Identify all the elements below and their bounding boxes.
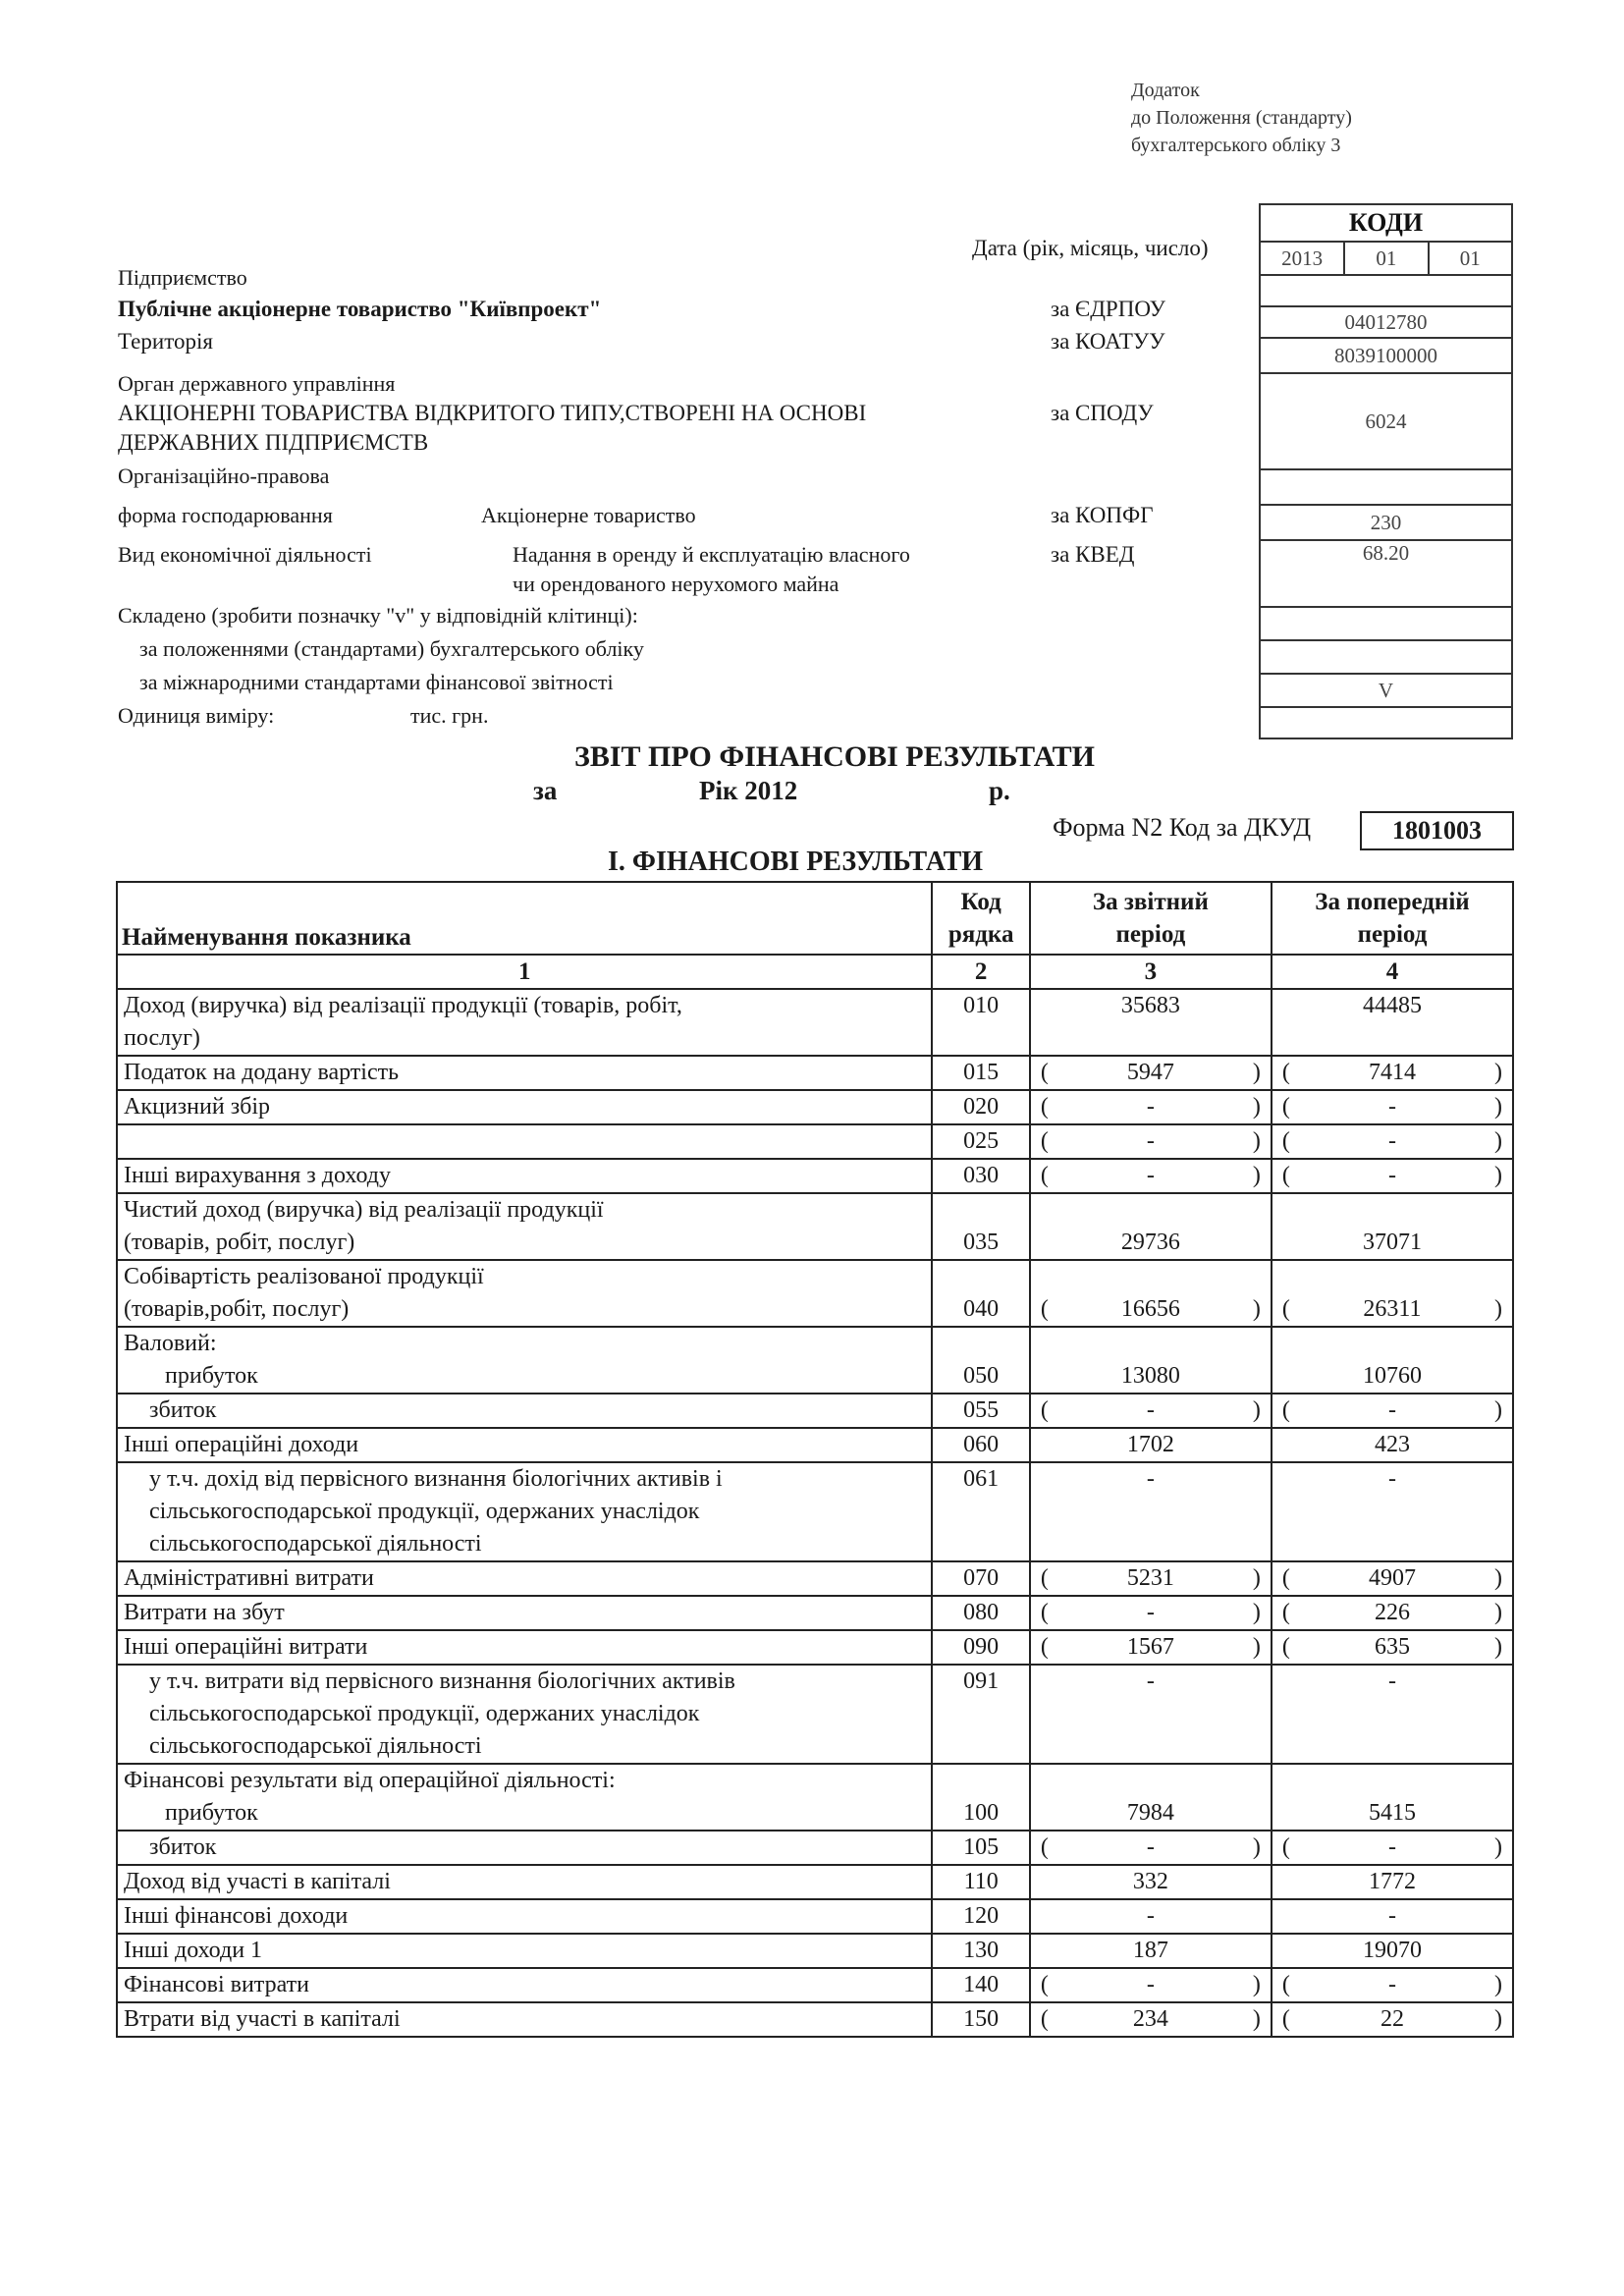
table-row xyxy=(117,1193,1513,1260)
row-name xyxy=(117,1193,932,1260)
period-prefix: за xyxy=(533,776,558,805)
close-paren: ) xyxy=(1252,1972,1261,1997)
row-name-line: Собівартість реалізованої продукції xyxy=(124,1264,484,1289)
value-text: - xyxy=(1146,1466,1155,1492)
row-previous-value xyxy=(1272,1056,1513,1090)
open-paren: ( xyxy=(1040,1600,1049,1625)
edrpou-code: 04012780 xyxy=(1260,306,1512,338)
row-current-value xyxy=(1030,1394,1272,1428)
row-code: 015 xyxy=(932,1056,1029,1090)
row-current-value xyxy=(1030,1665,1272,1764)
row-previous-value xyxy=(1272,1159,1513,1193)
date-month: 01 xyxy=(1344,242,1428,275)
open-paren: ( xyxy=(1281,1972,1290,1997)
value-text: - xyxy=(1146,1668,1155,1694)
row-name xyxy=(117,1831,932,1865)
value-text: - xyxy=(1387,1397,1396,1423)
close-paren: ) xyxy=(1493,2006,1502,2032)
table-body xyxy=(117,989,1513,2037)
row-code: 030 xyxy=(932,1159,1029,1193)
value-text: 635 xyxy=(1374,1634,1410,1660)
value-text: 44485 xyxy=(1362,993,1422,1018)
row-current-value xyxy=(1030,1462,1272,1561)
row-current-value xyxy=(1030,1764,1272,1831)
row-name-line: (товарів, робіт, послуг) xyxy=(124,1230,355,1255)
close-paren: ) xyxy=(1493,1834,1502,1860)
row-name-line: сільськогосподарської продукції, одержаних унаслідок xyxy=(149,1701,700,1726)
close-paren: ) xyxy=(1252,1600,1261,1625)
row-previous-value xyxy=(1272,1596,1513,1630)
row-name xyxy=(117,1865,932,1899)
row-name xyxy=(117,1899,932,1934)
kopfg-label: за КОПФГ xyxy=(1051,503,1154,527)
open-paren: ( xyxy=(1040,2006,1049,2032)
close-paren: ) xyxy=(1493,1634,1502,1660)
period-value: Рік 2012 xyxy=(699,776,798,805)
table-row xyxy=(117,1159,1513,1193)
close-paren: ) xyxy=(1252,2006,1261,2032)
value-text: 332 xyxy=(1132,1869,1168,1894)
value-text: 19070 xyxy=(1362,1938,1422,1963)
open-paren: ( xyxy=(1040,1397,1049,1423)
header-previous-l1: За попередній xyxy=(1315,889,1470,915)
close-paren: ) xyxy=(1252,1128,1261,1154)
open-paren: ( xyxy=(1281,1094,1290,1120)
open-paren: ( xyxy=(1281,2006,1290,2032)
value-text: 22 xyxy=(1380,2006,1404,2032)
legal-form-value: Акціонерне товариство xyxy=(481,503,696,527)
value-text: - xyxy=(1146,1128,1155,1154)
header-code xyxy=(932,882,1029,955)
col-number-2: 2 xyxy=(932,955,1029,989)
row-current-value xyxy=(1030,1260,1272,1327)
header-previous xyxy=(1272,882,1513,955)
value-text: 1772 xyxy=(1368,1869,1416,1894)
value-text: - xyxy=(1387,1834,1396,1860)
row-name-line: Валовий: xyxy=(124,1331,217,1356)
table-row xyxy=(117,1831,1513,1865)
row-previous-value xyxy=(1272,1462,1513,1561)
value-text: - xyxy=(1146,1163,1155,1188)
header-current-l1: За звітний xyxy=(1092,889,1209,915)
codes-spacer xyxy=(1260,275,1512,306)
compiled-option-standards: за положеннями (стандартами) бухгалтерського обліку xyxy=(139,636,644,661)
table-row xyxy=(117,2002,1513,2037)
value-text: - xyxy=(1146,1094,1155,1120)
row-previous-value xyxy=(1272,1394,1513,1428)
legal-form-label-1: Організаційно-правова xyxy=(118,464,330,488)
open-paren: ( xyxy=(1040,1834,1049,1860)
col-number-1: 1 xyxy=(117,955,932,989)
row-previous-value xyxy=(1272,1630,1513,1665)
value-text: - xyxy=(1146,1397,1155,1423)
section-title: I. ФІНАНСОВІ РЕЗУЛЬТАТИ xyxy=(608,847,984,877)
table-row xyxy=(117,989,1513,1056)
row-current-value xyxy=(1030,1934,1272,1968)
compiled-option-ifrs: за міжнародними стандартами фінансової звітності xyxy=(139,670,614,694)
koatuu-code: 8039100000 xyxy=(1260,338,1512,373)
value-text: 4907 xyxy=(1368,1565,1416,1591)
row-name xyxy=(117,1764,932,1831)
date-label: Дата (рік, місяць, число) xyxy=(972,236,1209,260)
header-name: Найменування показника xyxy=(117,882,932,955)
row-name xyxy=(117,1968,932,2002)
ifrs-mark: V xyxy=(1260,674,1512,707)
value-text: - xyxy=(1387,1163,1396,1188)
date-year: 2013 xyxy=(1260,242,1344,275)
close-paren: ) xyxy=(1493,1397,1502,1423)
row-code: 140 xyxy=(932,1968,1029,2002)
row-name-line: збиток xyxy=(149,1834,217,1860)
row-name xyxy=(117,1056,932,1090)
legal-form-label-2: форма господарювання xyxy=(118,503,333,527)
row-current-value xyxy=(1030,1056,1272,1090)
row-previous-value xyxy=(1272,1260,1513,1327)
close-paren: ) xyxy=(1493,1128,1502,1154)
close-paren: ) xyxy=(1252,1296,1261,1322)
close-paren: ) xyxy=(1252,1634,1261,1660)
row-name-line: у т.ч. дохід від первісного визнання біологічних активів і xyxy=(149,1466,723,1492)
row-code: 091 xyxy=(932,1665,1029,1764)
row-previous-value xyxy=(1272,1124,1513,1159)
row-code: 050 xyxy=(932,1327,1029,1394)
row-current-value xyxy=(1030,1561,1272,1596)
close-paren: ) xyxy=(1252,1060,1261,1085)
value-text: - xyxy=(1146,1903,1155,1929)
edrpou-label: за ЄДРПОУ xyxy=(1051,297,1165,321)
table-row xyxy=(117,1934,1513,1968)
row-code: 010 xyxy=(932,989,1029,1056)
row-code: 120 xyxy=(932,1899,1029,1934)
authority-line-2: ДЕРЖАВНИХ ПІДПРИЄМСТВ xyxy=(118,430,429,455)
row-current-value xyxy=(1030,1193,1272,1260)
authority-line-1: АКЦІОНЕРНІ ТОВАРИСТВА ВІДКРИТОГО ТИПУ,СТВОРЕНІ НА ОСНОВІ xyxy=(118,401,867,425)
row-name-line: сільськогосподарської діяльності xyxy=(149,1531,482,1557)
open-paren: ( xyxy=(1040,1128,1049,1154)
dkud-code: 1801003 xyxy=(1360,811,1514,850)
row-previous-value xyxy=(1272,1561,1513,1596)
value-text: 423 xyxy=(1374,1432,1410,1457)
table-row xyxy=(117,1428,1513,1462)
row-previous-value xyxy=(1272,1968,1513,2002)
row-name xyxy=(117,1462,932,1561)
row-name xyxy=(117,1596,932,1630)
row-name-line: послуг) xyxy=(124,1025,200,1051)
value-text: 10760 xyxy=(1362,1363,1422,1389)
open-paren: ( xyxy=(1281,1128,1290,1154)
row-current-value xyxy=(1030,1124,1272,1159)
row-code: 061 xyxy=(932,1462,1029,1561)
row-previous-value xyxy=(1272,2002,1513,2037)
row-name-line: Втрати від участі в капіталі xyxy=(124,2006,401,2032)
row-previous-value xyxy=(1272,1899,1513,1934)
codes-blank-2 xyxy=(1260,607,1512,640)
close-paren: ) xyxy=(1252,1565,1261,1591)
value-text: - xyxy=(1387,1668,1396,1694)
header-current-l2: період xyxy=(1115,921,1186,948)
row-previous-value xyxy=(1272,1865,1513,1899)
open-paren: ( xyxy=(1281,1634,1290,1660)
row-name xyxy=(117,1934,932,1968)
kved-code: 68.20 xyxy=(1260,540,1512,607)
compiled-label: Складено (зробити позначку "v" у відповідній клітинці): xyxy=(118,603,638,628)
report-title: ЗВІТ ПРО ФІНАНСОВІ РЕЗУЛЬТАТИ xyxy=(574,740,1095,773)
row-code: 040 xyxy=(932,1260,1029,1327)
open-paren: ( xyxy=(1040,1296,1049,1322)
row-code: 020 xyxy=(932,1090,1029,1124)
row-name-line: Інші вирахування з доходу xyxy=(124,1163,391,1188)
row-name-line: (товарів,робіт, послуг) xyxy=(124,1296,350,1322)
row-name-line: Витрати на збут xyxy=(124,1600,285,1625)
row-previous-value xyxy=(1272,989,1513,1056)
open-paren: ( xyxy=(1040,1163,1049,1188)
table-row xyxy=(117,1865,1513,1899)
row-code: 025 xyxy=(932,1124,1029,1159)
value-text: 13080 xyxy=(1120,1363,1180,1389)
value-text: 1567 xyxy=(1126,1634,1174,1660)
close-paren: ) xyxy=(1252,1163,1261,1188)
table-row xyxy=(117,1124,1513,1159)
value-text: - xyxy=(1387,1903,1396,1929)
value-text: 226 xyxy=(1374,1600,1410,1625)
close-paren: ) xyxy=(1493,1163,1502,1188)
row-name-line: Чистий доход (виручка) від реалізації продукції xyxy=(124,1197,604,1223)
table-row xyxy=(117,1968,1513,2002)
open-paren: ( xyxy=(1281,1397,1290,1423)
row-previous-value xyxy=(1272,1428,1513,1462)
row-name-line: сільськогосподарської продукції, одержаних унаслідок xyxy=(149,1499,700,1524)
row-name xyxy=(117,1630,932,1665)
codes-table xyxy=(1259,203,1513,739)
value-text: 5947 xyxy=(1126,1060,1174,1085)
row-code: 150 xyxy=(932,2002,1029,2037)
activity-line-1: Надання в оренду й експлуатацію власного xyxy=(513,542,910,567)
row-name xyxy=(117,1260,932,1327)
codes-header: КОДИ xyxy=(1260,204,1512,242)
row-current-value xyxy=(1030,1831,1272,1865)
close-paren: ) xyxy=(1252,1834,1261,1860)
value-text: 7414 xyxy=(1368,1060,1416,1085)
header-previous-l2: період xyxy=(1357,921,1428,948)
row-code: 055 xyxy=(932,1394,1029,1428)
close-paren: ) xyxy=(1252,1397,1261,1423)
row-current-value xyxy=(1030,1968,1272,2002)
value-text: 16656 xyxy=(1120,1296,1180,1322)
table-row xyxy=(117,1665,1513,1764)
row-name xyxy=(117,1665,932,1764)
row-code: 060 xyxy=(932,1428,1029,1462)
row-code: 100 xyxy=(932,1764,1029,1831)
row-code: 090 xyxy=(932,1630,1029,1665)
table-row xyxy=(117,1561,1513,1596)
close-paren: ) xyxy=(1252,1094,1261,1120)
row-name-line: у т.ч. витрати від первісного визнання біологічних активів xyxy=(149,1668,735,1694)
value-text: 234 xyxy=(1132,2006,1168,2032)
row-name xyxy=(117,989,932,1056)
col-number-4: 4 xyxy=(1272,955,1513,989)
row-name-line xyxy=(124,1125,925,1158)
value-text: 187 xyxy=(1132,1938,1168,1963)
row-name xyxy=(117,1394,932,1428)
spodu-label: за СПОДУ xyxy=(1051,401,1154,425)
row-previous-value xyxy=(1272,1934,1513,1968)
row-previous-value xyxy=(1272,1090,1513,1124)
enterprise-name: Публічне акціонерне товариство "Київпроект" xyxy=(118,297,602,321)
unit-label: Одиниця виміру: xyxy=(118,703,275,728)
appendix-line-2: до Положення (стандарту) xyxy=(1131,107,1352,129)
row-current-value xyxy=(1030,989,1272,1056)
row-current-value xyxy=(1030,1596,1272,1630)
authority-label: Орган державного управління xyxy=(118,371,396,396)
open-paren: ( xyxy=(1040,1972,1049,1997)
codes-blank-1 xyxy=(1260,469,1512,505)
close-paren: ) xyxy=(1493,1565,1502,1591)
close-paren: ) xyxy=(1493,1060,1502,1085)
kved-label: за КВЕД xyxy=(1051,542,1135,567)
row-name-line: Фінансові результати від операційної діяльності: xyxy=(124,1768,616,1793)
open-paren: ( xyxy=(1040,1634,1049,1660)
header-current xyxy=(1030,882,1272,955)
spodu-code: 6024 xyxy=(1260,373,1512,469)
open-paren: ( xyxy=(1040,1094,1049,1120)
table-row xyxy=(117,1394,1513,1428)
row-previous-value xyxy=(1272,1764,1513,1831)
unit-value: тис. грн. xyxy=(410,703,489,728)
row-name xyxy=(117,1327,932,1394)
row-current-value xyxy=(1030,1630,1272,1665)
open-paren: ( xyxy=(1281,1163,1290,1188)
row-current-value xyxy=(1030,1327,1272,1394)
open-paren: ( xyxy=(1281,1296,1290,1322)
row-current-value xyxy=(1030,1865,1272,1899)
row-name-line: Доход (виручка) від реалізації продукції (товарів, робіт, xyxy=(124,993,682,1018)
row-name-line: Податок на додану вартість xyxy=(124,1060,400,1085)
row-code: 110 xyxy=(932,1865,1029,1899)
value-text: - xyxy=(1146,1600,1155,1625)
table-row xyxy=(117,1462,1513,1561)
value-text: - xyxy=(1387,1094,1396,1120)
open-paren: ( xyxy=(1281,1600,1290,1625)
row-code: 130 xyxy=(932,1934,1029,1968)
row-current-value xyxy=(1030,2002,1272,2037)
row-name-line: Адміністративні витрати xyxy=(124,1565,374,1591)
row-name-line: Фінансові витрати xyxy=(124,1972,309,1997)
row-current-value xyxy=(1030,1428,1272,1462)
value-text: 1702 xyxy=(1126,1432,1174,1457)
close-paren: ) xyxy=(1493,1972,1502,1997)
value-text: - xyxy=(1387,1128,1396,1154)
value-text: 5231 xyxy=(1126,1565,1174,1591)
financial-results-table xyxy=(116,881,1514,2038)
kopfg-code: 230 xyxy=(1260,505,1512,540)
period-suffix: р. xyxy=(989,776,1010,805)
activity-line-2: чи орендованого нерухомого майна xyxy=(513,572,839,596)
row-name xyxy=(117,1090,932,1124)
row-previous-value xyxy=(1272,1831,1513,1865)
row-name-line: збиток xyxy=(149,1397,217,1423)
open-paren: ( xyxy=(1281,1060,1290,1085)
codes-blank-4 xyxy=(1260,707,1512,738)
activity-label: Вид економічної діяльності xyxy=(118,542,372,567)
row-previous-value xyxy=(1272,1665,1513,1764)
row-name-line: Інші операційні доходи xyxy=(124,1432,359,1457)
koatuu-label: за КОАТУУ xyxy=(1051,329,1165,354)
row-name xyxy=(117,1159,932,1193)
row-previous-value xyxy=(1272,1193,1513,1260)
table-row xyxy=(117,1090,1513,1124)
value-text: - xyxy=(1146,1834,1155,1860)
row-name-line: прибуток xyxy=(165,1363,258,1389)
row-code: 080 xyxy=(932,1596,1029,1630)
table-row xyxy=(117,1596,1513,1630)
value-text: 7984 xyxy=(1126,1800,1174,1826)
row-code: 035 xyxy=(932,1193,1029,1260)
appendix-line-1: Додаток xyxy=(1131,80,1200,101)
enterprise-label: Підприємство xyxy=(118,265,247,290)
row-name-line: Інші доходи 1 xyxy=(124,1938,263,1963)
row-code: 105 xyxy=(932,1831,1029,1865)
value-text: - xyxy=(1387,1466,1396,1492)
appendix-note xyxy=(1131,77,1352,159)
row-name-line: Акцизний збір xyxy=(124,1094,271,1120)
value-text: 35683 xyxy=(1120,993,1180,1018)
row-name xyxy=(117,1561,932,1596)
table-row xyxy=(117,1056,1513,1090)
open-paren: ( xyxy=(1281,1565,1290,1591)
table-row xyxy=(117,1260,1513,1327)
value-text: 29736 xyxy=(1120,1230,1180,1255)
row-current-value xyxy=(1030,1090,1272,1124)
open-paren: ( xyxy=(1040,1565,1049,1591)
table-row xyxy=(117,1764,1513,1831)
header-code-l2: рядка xyxy=(947,921,1014,948)
codes-blank-3 xyxy=(1260,640,1512,674)
row-name-line: Інші операційні витрати xyxy=(124,1634,368,1660)
value-text: - xyxy=(1387,1972,1396,1997)
close-paren: ) xyxy=(1493,1600,1502,1625)
date-day: 01 xyxy=(1429,242,1512,275)
open-paren: ( xyxy=(1040,1060,1049,1085)
form-label: Форма N2 Код за ДКУД xyxy=(1053,813,1312,842)
row-name-line: прибуток xyxy=(165,1800,258,1826)
close-paren: ) xyxy=(1493,1094,1502,1120)
row-code: 070 xyxy=(932,1561,1029,1596)
value-text: - xyxy=(1146,1972,1155,1997)
table-row xyxy=(117,1630,1513,1665)
row-current-value xyxy=(1030,1159,1272,1193)
close-paren: ) xyxy=(1494,1296,1502,1322)
value-text: 5415 xyxy=(1368,1800,1416,1826)
row-name xyxy=(117,2002,932,2037)
open-paren: ( xyxy=(1281,1834,1290,1860)
table-row xyxy=(117,1899,1513,1934)
row-name xyxy=(117,1124,932,1159)
row-name xyxy=(117,1428,932,1462)
row-name-line: сільськогосподарської діяльності xyxy=(149,1733,482,1759)
col-number-3: 3 xyxy=(1030,955,1272,989)
territory-label: Територія xyxy=(118,329,213,354)
header-code-l1: Код xyxy=(960,889,1001,915)
row-current-value xyxy=(1030,1899,1272,1934)
row-name-line: Доход від участі в капіталі xyxy=(124,1869,391,1894)
row-previous-value xyxy=(1272,1327,1513,1394)
table-row xyxy=(117,1327,1513,1394)
value-text: 37071 xyxy=(1362,1230,1422,1255)
appendix-line-3: бухгалтерського обліку 3 xyxy=(1131,135,1341,156)
value-text: 26311 xyxy=(1363,1296,1422,1322)
row-name-line: Інші фінансові доходи xyxy=(124,1903,349,1929)
